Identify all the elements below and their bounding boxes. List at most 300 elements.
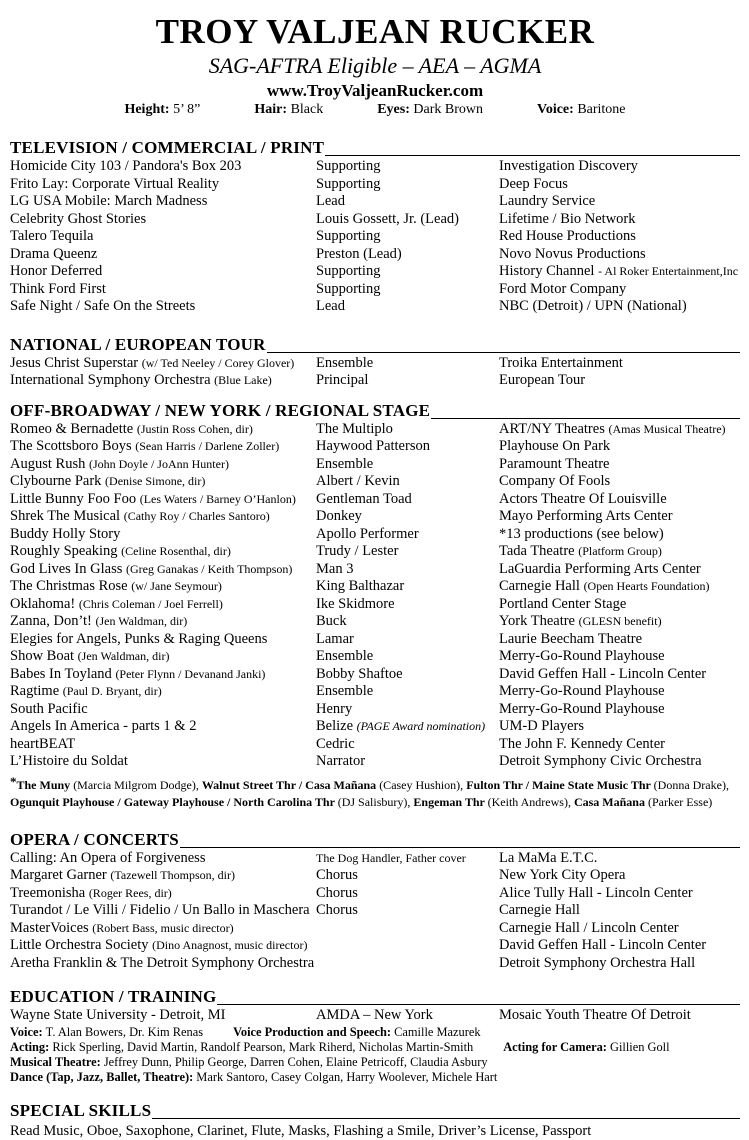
- text-segment: La MaMa E.T.C.: [499, 849, 598, 866]
- text-segment: Ensemble: [316, 455, 374, 472]
- text-segment: Merry-Go-Round Playhouse: [499, 700, 665, 717]
- text-segment: Detroit Symphony Orchestra Hall: [499, 954, 696, 971]
- credit-rows: [10, 850, 740, 973]
- text-segment: (w/ Jane Seymour): [131, 579, 222, 593]
- role-cell: [316, 158, 499, 176]
- text-segment: Preston (Lead): [316, 245, 402, 262]
- text-segment: (Tazewell Thompson, dir): [110, 868, 235, 882]
- credit-row: [10, 246, 740, 264]
- role-cell: [316, 372, 499, 390]
- section-header: [10, 831, 740, 849]
- role-cell: [316, 543, 499, 561]
- credit-row: [10, 158, 740, 176]
- production-cell: [10, 920, 316, 938]
- text-segment: (John Doyle / JoAnn Hunter): [88, 456, 229, 471]
- text-segment: Acting:: [10, 1039, 53, 1054]
- credit-row: [10, 281, 740, 299]
- section-header: [10, 336, 740, 354]
- credit-row: [10, 701, 740, 719]
- text-segment: Belize: [316, 718, 357, 734]
- venue-cell: [499, 753, 740, 771]
- training-line: [10, 1070, 740, 1085]
- credit-row: [10, 613, 740, 631]
- text-segment: Narrator: [316, 753, 366, 769]
- text-segment: Supporting: [316, 175, 381, 192]
- credit-row: [10, 263, 740, 281]
- text-segment: Fulton Thr / Maine State Music Thr: [466, 777, 654, 792]
- text-segment: Merry-Go-Round Playhouse: [499, 683, 665, 699]
- section-special-skills: [10, 1102, 740, 1140]
- role-cell: [316, 596, 499, 614]
- stat-label: Hair:: [254, 102, 291, 117]
- text-segment: Show Boat: [10, 648, 78, 664]
- stat-value: Baritone: [577, 102, 626, 117]
- credit-row: [10, 902, 740, 920]
- text-segment: Aretha Franklin & The Detroit Symphony Orchestra: [10, 954, 315, 971]
- text-segment: Shrek The Musical: [10, 508, 124, 524]
- section-header: [10, 1102, 740, 1120]
- venue-cell: [499, 1007, 740, 1025]
- stat-value: 5’ 8”: [173, 102, 201, 117]
- text-segment: (Paul D. Bryant, dir): [62, 684, 162, 698]
- stat-label: Voice:: [537, 102, 578, 117]
- text-segment: (Platform Group): [578, 544, 662, 558]
- text-segment: Talero Tequila: [10, 228, 94, 244]
- role-cell: [316, 1007, 499, 1025]
- text-segment: Wayne State University - Detroit, MI: [10, 1007, 226, 1023]
- text-segment: Celebrity Ghost Stories: [10, 210, 147, 227]
- venue-cell: [499, 648, 740, 666]
- text-segment: Frito Lay: Corporate Virtual Reality: [10, 175, 220, 192]
- production-cell: [10, 473, 316, 491]
- role-cell: [316, 263, 499, 281]
- role-cell: [316, 298, 499, 316]
- role-cell: [316, 473, 499, 491]
- role-cell: [316, 421, 499, 439]
- text-segment: (Dino Anagnost, music director): [152, 938, 308, 952]
- role-cell: [316, 613, 499, 631]
- credit-row: [10, 561, 740, 579]
- text-segment: Deep Focus: [499, 175, 568, 192]
- credit-row: [10, 736, 740, 754]
- credit-row: [10, 438, 740, 456]
- text-segment: (Roger Rees, dir): [88, 885, 172, 900]
- training-line: [10, 1040, 740, 1055]
- website-link[interactable]: www.TroyValjeanRucker.com: [266, 81, 484, 100]
- text-segment: Buddy Holly Story: [10, 525, 121, 542]
- credit-row: [10, 491, 740, 509]
- credit-row: [10, 211, 740, 229]
- role-cell: [316, 631, 499, 649]
- credit-row: [10, 578, 740, 596]
- section-rule-line: [325, 155, 740, 156]
- section-header: [10, 139, 740, 157]
- text-segment: AMDA – New York: [316, 1007, 433, 1023]
- text-segment: heartBEAT: [10, 735, 76, 752]
- text-segment: Carnegie Hall: [499, 578, 584, 594]
- text-segment: Lead: [316, 298, 345, 314]
- text-segment: Bobby Shaftoe: [316, 665, 403, 682]
- stats-row: [10, 102, 740, 118]
- text-segment: Angels In America - parts 1 & 2: [10, 718, 197, 734]
- text-segment: August Rush: [10, 455, 89, 472]
- text-segment: Lifetime / Bio Network: [499, 210, 636, 227]
- production-cell: [10, 701, 316, 719]
- text-segment: Merry-Go-Round Playhouse: [499, 648, 665, 664]
- text-segment: Walnut Street Thr / Casa Mañana: [201, 777, 380, 792]
- text-segment: David Geffen Hall - Lincoln Center: [499, 665, 707, 682]
- text-segment: Chorus: [316, 867, 358, 883]
- text-segment: (GLESN benefit): [578, 614, 662, 628]
- training-line: [10, 1055, 740, 1070]
- production-cell: [10, 596, 316, 614]
- credit-row: [10, 421, 740, 439]
- text-segment: UM-D Players: [499, 718, 584, 734]
- union-affiliations: SAG-AFTRA Eligible – AEA – AGMA: [208, 53, 542, 78]
- production-cell: [10, 491, 316, 509]
- text-segment: Chorus: [316, 884, 358, 901]
- stat-label: Height:: [124, 102, 174, 117]
- text-segment: (Blue Lake): [214, 373, 272, 387]
- production-cell: [10, 902, 316, 920]
- text-segment: Principal: [316, 372, 369, 388]
- venue-cell: [499, 666, 740, 684]
- text-segment: Jesus Christ Superstar: [10, 354, 142, 371]
- text-segment: Playhouse On Park: [499, 438, 611, 454]
- production-cell: [10, 885, 316, 903]
- role-cell: [316, 438, 499, 456]
- text-segment: Babes In Toyland: [10, 665, 116, 682]
- text-segment: Red House Productions: [499, 228, 636, 244]
- text-segment: King Balthazar: [316, 578, 405, 594]
- credit-rows: [10, 355, 740, 390]
- production-cell: [10, 753, 316, 771]
- credit-row: [10, 885, 740, 903]
- text-segment: Read Music, Oboe, Saxophone, Clarinet, Flute, Masks, Flashing a Smile, Driver’s License, Passport: [10, 1122, 592, 1139]
- text-segment: Supporting: [316, 263, 381, 279]
- text-segment: York Theatre: [499, 613, 579, 629]
- production-cell: [10, 718, 316, 736]
- role-cell: [316, 228, 499, 246]
- text-segment: Lamar: [316, 630, 354, 647]
- text-segment: Ford Motor Company: [499, 280, 627, 297]
- credit-row: [10, 666, 740, 684]
- stat-value: Dark Brown: [413, 102, 483, 117]
- venue-cell: [499, 867, 740, 885]
- text-segment: Buck: [316, 613, 347, 629]
- venue-cell: [499, 193, 740, 211]
- text-segment: Roughly Speaking: [10, 543, 122, 559]
- section-national-european-tour: [10, 336, 740, 390]
- role-cell: [316, 526, 499, 544]
- role-cell: [316, 955, 499, 973]
- venue-cell: [499, 228, 740, 246]
- text-segment: Romeo & Bernadette: [10, 420, 137, 437]
- credit-row: [10, 718, 740, 736]
- text-segment: *13 productions (see below): [499, 525, 664, 542]
- text-segment: Investigation Discovery: [499, 158, 638, 174]
- section-title: EDUCATION / TRAINING: [10, 987, 217, 1006]
- role-cell: [316, 850, 499, 868]
- text-segment: Cedric: [316, 735, 355, 752]
- text-segment: Mark Santoro, Casey Colgan, Harry Woolever, Michele Hart: [196, 1069, 498, 1084]
- section-header: [10, 402, 740, 420]
- venue-cell: [499, 456, 740, 474]
- production-cell: [10, 263, 316, 281]
- text-segment: Portland Center Stage: [499, 595, 627, 612]
- text-segment: Apollo Performer: [316, 525, 419, 542]
- text-segment: Carnegie Hall / Lincoln Center: [499, 919, 679, 936]
- text-segment: Mosaic Youth Theatre Of Detroit: [499, 1007, 691, 1023]
- text-segment: Homicide City 103 / Pandora's Box 203: [10, 158, 242, 174]
- text-segment: Supporting: [316, 158, 381, 174]
- stat-hair: [254, 102, 323, 118]
- text-segment: (Celine Rosenthal, dir): [121, 544, 231, 558]
- text-segment: South Pacific: [10, 700, 88, 717]
- credit-row: [10, 456, 740, 474]
- venue-cell: [499, 937, 740, 955]
- venue-cell: [499, 355, 740, 373]
- text-segment: Little Orchestra Society: [10, 937, 153, 953]
- text-segment: The Dog Handler, Father cover: [316, 850, 466, 865]
- text-segment: Honor Deferred: [10, 263, 103, 279]
- production-cell: [10, 850, 316, 868]
- text-segment: International Symphony Orchestra: [10, 372, 215, 388]
- role-cell: [316, 648, 499, 666]
- section-television-commercial-print: [10, 139, 740, 316]
- text-segment: - Al Roker Entertainment,Inc: [598, 264, 739, 278]
- text-segment: Detroit Symphony Civic Orchestra: [499, 753, 702, 769]
- venue-cell: [499, 920, 740, 938]
- text-segment: Safe Night / Safe On the Streets: [10, 298, 196, 314]
- text-segment: New York City Opera: [499, 867, 626, 883]
- text-segment: Margaret Garner: [10, 867, 111, 883]
- text-segment: Paramount Theatre: [499, 455, 610, 472]
- production-cell: [10, 281, 316, 299]
- venue-cell: [499, 263, 740, 281]
- venue-cell: [499, 613, 740, 631]
- production-cell: [10, 211, 316, 229]
- venue-cell: [499, 885, 740, 903]
- text-segment: Company Of Fools: [499, 473, 611, 489]
- text-segment: Voice Production and Speech:: [233, 1024, 395, 1039]
- venue-cell: [499, 955, 740, 973]
- text-segment: European Tour: [499, 372, 586, 388]
- text-segment: L’Histoire du Soldat: [10, 753, 128, 769]
- text-segment: Chorus: [316, 902, 358, 918]
- section-title: OFF-BROADWAY / NEW YORK / REGIONAL STAGE: [10, 400, 431, 420]
- credit-row: [10, 596, 740, 614]
- credit-rows: [10, 1007, 740, 1025]
- text-segment: (DJ Salisbury),: [337, 794, 414, 809]
- stat-eyes: [377, 102, 483, 118]
- text-segment: (Denise Simone, dir): [105, 474, 206, 488]
- venue-cell: [499, 372, 740, 390]
- production-cell: [10, 438, 316, 456]
- role-cell: [316, 211, 499, 229]
- production-cell: [10, 456, 316, 474]
- credit-row: [10, 920, 740, 938]
- venue-cell: [499, 211, 740, 229]
- role-cell: [316, 920, 499, 938]
- text-segment: (Peter Flynn / Devanand Janki): [115, 666, 266, 681]
- text-segment: Gillien Goll: [610, 1039, 670, 1054]
- production-cell: [10, 648, 316, 666]
- role-cell: [316, 281, 499, 299]
- text-segment: Supporting: [316, 280, 381, 297]
- text-segment: Calling: An Opera of Forgiveness: [10, 849, 206, 866]
- role-cell: [316, 885, 499, 903]
- venue-cell: [499, 902, 740, 920]
- resume-page: [0, 13, 749, 1140]
- venue-cell: [499, 683, 740, 701]
- venue-cell: [499, 596, 740, 614]
- text-segment: Ike Skidmore: [316, 595, 395, 612]
- role-cell: [316, 902, 499, 920]
- text-segment: Think Ford First: [10, 280, 106, 297]
- stat-label: Eyes:: [377, 102, 414, 117]
- text-segment: (Les Waters / Barney O’Hanlon): [139, 491, 296, 506]
- role-cell: [316, 193, 499, 211]
- venue-cell: [499, 158, 740, 176]
- venue-cell: [499, 508, 740, 526]
- production-cell: [10, 937, 316, 955]
- section-title: OPERA / CONCERTS: [10, 829, 179, 849]
- text-segment: LG USA Mobile: March Madness: [10, 193, 208, 209]
- role-cell: [316, 508, 499, 526]
- text-segment: Ogunquit Playhouse / Gateway Playhouse / North Carolina Thr: [10, 794, 338, 809]
- venue-cell: [499, 850, 740, 868]
- credit-row: [10, 867, 740, 885]
- text-segment: T. Alan Bowers, Dr. Kim Renas: [45, 1024, 204, 1039]
- production-cell: [10, 683, 316, 701]
- role-cell: [316, 736, 499, 754]
- production-cell: [10, 1007, 316, 1025]
- venue-cell: [499, 491, 740, 509]
- text-segment: Donkey: [316, 508, 362, 524]
- credit-row: [10, 526, 740, 544]
- credit-rows: [10, 158, 740, 316]
- credit-row: [10, 753, 740, 771]
- credit-row: [10, 683, 740, 701]
- text-segment: Trudy / Lester: [316, 543, 399, 559]
- text-segment: Zanna, Don’t!: [10, 613, 96, 629]
- text-segment: NBC (Detroit) / UPN (National): [499, 298, 687, 314]
- production-cell: [10, 526, 316, 544]
- text-segment: David Geffen Hall - Lincoln Center: [499, 937, 707, 953]
- text-segment: LaGuardia Performing Arts Center: [499, 560, 701, 577]
- production-cell: [10, 421, 316, 439]
- venue-cell: [499, 281, 740, 299]
- text-segment: The Christmas Rose: [10, 578, 132, 594]
- role-cell: [316, 937, 499, 955]
- role-cell: [316, 753, 499, 771]
- role-cell: [316, 701, 499, 719]
- production-cell: [10, 246, 316, 264]
- credit-row: [10, 193, 740, 211]
- credit-rows: [10, 421, 740, 771]
- role-cell: [316, 355, 499, 373]
- role-cell: [316, 246, 499, 264]
- text-segment: Casa Mañana: [573, 794, 648, 809]
- text-segment: Ensemble: [316, 354, 374, 371]
- credit-row: [10, 176, 740, 194]
- text-segment: Supporting: [316, 228, 381, 244]
- text-segment: Albert / Kevin: [316, 473, 400, 489]
- credit-row: [10, 228, 740, 246]
- role-cell: [316, 491, 499, 509]
- production-cell: [10, 176, 316, 194]
- section-rule-line: [217, 1004, 740, 1005]
- text-segment: Musical Theatre:: [10, 1054, 104, 1069]
- text-segment: The Muny: [16, 777, 74, 792]
- credit-row: [10, 372, 740, 390]
- text-segment: Tada Theatre: [499, 543, 579, 559]
- venue-cell: [499, 561, 740, 579]
- text-segment: (Cathy Roy / Charles Santoro): [123, 509, 270, 523]
- text-segment: Laurie Beecham Theatre: [499, 630, 643, 647]
- text-segment: (Robert Bass, music director): [92, 920, 234, 935]
- production-cell: [10, 867, 316, 885]
- production-cell: [10, 158, 316, 176]
- text-segment: Turandot / Le Villi / Fidelio / Un Ballo in Maschera: [10, 902, 310, 918]
- text-segment: (Casey Hushion),: [379, 777, 467, 792]
- resume-name: TROY VALJEAN RUCKER: [155, 12, 595, 51]
- text-segment: (Chris Coleman / Joel Ferrell): [78, 596, 223, 611]
- text-segment: (Greg Ganakas / Keith Thompson): [126, 561, 293, 576]
- text-segment: (Keith Andrews),: [487, 794, 574, 809]
- credit-row: [10, 648, 740, 666]
- credit-row: [10, 298, 740, 316]
- role-cell: [316, 578, 499, 596]
- production-cell: [10, 631, 316, 649]
- venue-cell: [499, 438, 740, 456]
- venue-cell: [499, 526, 740, 544]
- text-segment: The Scottsboro Boys: [10, 438, 136, 454]
- role-cell: [316, 561, 499, 579]
- text-segment: The Multiplo: [316, 420, 393, 437]
- production-cell: [10, 543, 316, 561]
- text-segment: (Jen Waldman, dir): [77, 649, 170, 663]
- production-cell: [10, 613, 316, 631]
- text-segment: Novo Novus Productions: [499, 245, 646, 262]
- production-cell: [10, 228, 316, 246]
- text-segment: Ragtime: [10, 683, 63, 699]
- text-segment: Gentleman Toad: [316, 490, 412, 507]
- venue-cell: [499, 246, 740, 264]
- text-segment: (Amas Musical Theatre): [608, 421, 726, 436]
- text-segment: Engeman Thr: [413, 794, 488, 809]
- text-segment: Voice:: [10, 1024, 46, 1039]
- text-segment: Acting for Camera:: [503, 1039, 610, 1054]
- text-segment: Treemonisha: [10, 884, 89, 901]
- text-segment: (Jen Waldman, dir): [95, 614, 188, 628]
- text-segment: (Open Hearts Foundation): [583, 579, 710, 593]
- text-segment: Lead: [316, 193, 345, 209]
- venue-cell: [499, 736, 740, 754]
- role-cell: [316, 456, 499, 474]
- credit-row: [10, 1007, 740, 1025]
- venue-cell: [499, 578, 740, 596]
- text-segment: History Channel: [499, 263, 599, 279]
- text-segment: Alice Tully Hall - Lincoln Center: [499, 884, 693, 901]
- text-segment: God Lives In Glass: [10, 560, 126, 577]
- production-cell: [10, 193, 316, 211]
- credit-row: [10, 543, 740, 561]
- text-segment: Carnegie Hall: [499, 902, 580, 918]
- role-cell: [316, 176, 499, 194]
- section-title: SPECIAL SKILLS: [10, 1100, 152, 1120]
